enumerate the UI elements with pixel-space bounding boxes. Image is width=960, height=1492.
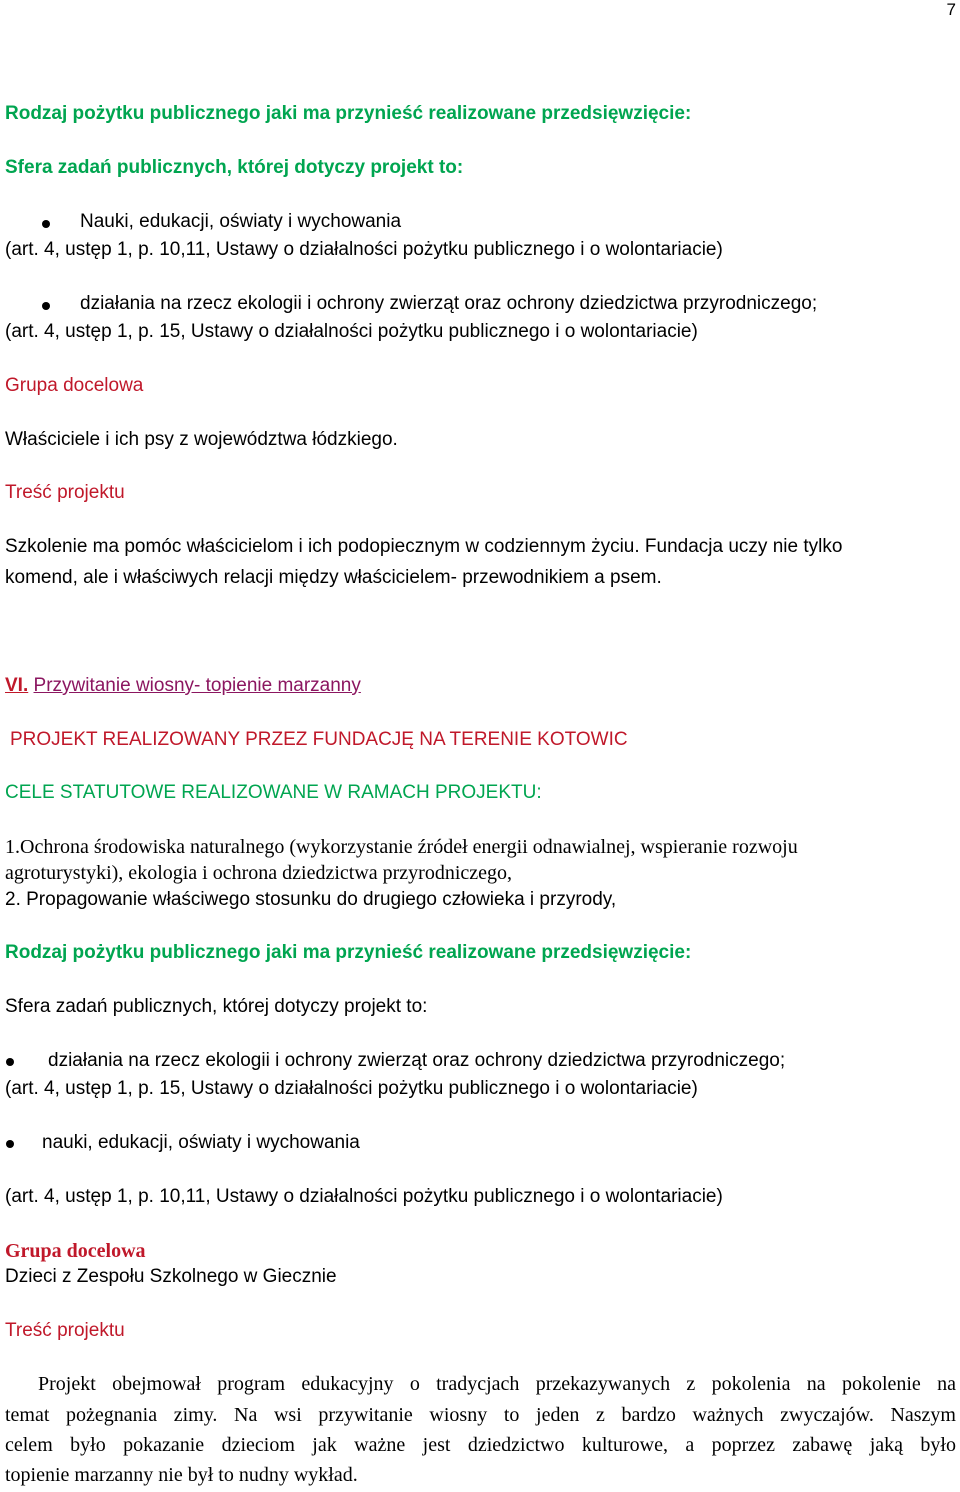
goal-item: agroturystyki), ekologia i ochrona dziedzictwa przyrodniczego, <box>5 862 513 884</box>
bullet-dot <box>6 1140 14 1148</box>
bullet-reference: (art. 4, ustęp 1, p. 10,11, Ustawy o działalności pożytku publicznego i o wolontariacie) <box>5 239 723 260</box>
bullet-item: działania na rzecz ekologii i ochrony zwierząt oraz ochrony dziedzictwa przyrodniczego; <box>48 1050 786 1071</box>
bullet-reference: (art. 4, ustęp 1, p. 15, Ustawy o działalności pożytku publicznego i o wolontariacie) <box>5 1078 698 1099</box>
target-group-heading: Grupa docelowa <box>5 1240 146 1262</box>
goal-item: 1.Ochrona środowiska naturalnego (wykorzystanie źródeł energii odnawialnej, wspieranie rozwoju <box>5 836 798 858</box>
project-content-text: Szkolenie ma pomóc właścicielom i ich podopiecznym w codziennym życiu. Fundacja uczy nie tylko <box>5 536 843 557</box>
page-number: 7 <box>946 0 956 19</box>
section-title <box>5 676 361 697</box>
bullet-item: działania na rzecz ekologii i ochrony zwierząt oraz ochrony dziedzictwa przyrodniczego; <box>80 293 818 314</box>
bullet-reference: (art. 4, ustęp 1, p. 10,11, Ustawy o działalności pożytku publicznego i o wolontariacie) <box>5 1186 723 1207</box>
bullet-reference: (art. 4, ustęp 1, p. 15, Ustawy o działalności pożytku publicznego i o wolontariacie) <box>5 321 698 342</box>
target-group-text: Właściciele i ich psy z województwa łódzkiego. <box>5 429 398 450</box>
project-by-heading: PROJEKT REALIZOWANY PRZEZ FUNDACJĘ NA TERENIE KOTOWIC <box>10 729 628 750</box>
section-title-text: Przywitanie wiosny- topienie marzanny <box>33 675 361 696</box>
bullet-item: nauki, edukacji, oświaty i wychowania <box>42 1132 360 1153</box>
benefit-heading: Rodzaj pożytku publicznego jaki ma przynieść realizowane przedsięwzięcie: <box>5 103 692 124</box>
project-content-paragraph: temat pożegnania zimy. Na wsi przywitanie wiosny to jeden z bardzo ważnych zwyczajów. Naszym <box>5 1404 956 1426</box>
bullet-dot <box>42 220 50 228</box>
project-content-heading: Treść projektu <box>5 482 125 503</box>
goal-item: 2. Propagowanie właściwego stosunku do drugiego człowieka i przyrody, <box>5 889 617 910</box>
sphere-heading: Sfera zadań publicznych, której dotyczy projekt to: <box>5 996 428 1017</box>
bullet-dot <box>42 302 50 310</box>
project-content-paragraph: topienie marzanny nie był to nudny wykład. <box>5 1464 358 1486</box>
bullet-dot <box>6 1058 14 1066</box>
section-number: VI. <box>5 675 29 696</box>
project-content-paragraph: celem było pokazanie dzieciom jak ważne jest dziedzictwo kulturowe, a poprzez zabawę jaką było <box>5 1434 956 1456</box>
target-group-text: Dzieci z Zespołu Szkolnego w Giecznie <box>5 1266 337 1287</box>
sphere-heading: Sfera zadań publicznych, której dotyczy projekt to: <box>5 157 464 178</box>
bullet-item: Nauki, edukacji, oświaty i wychowania <box>80 211 402 232</box>
project-content-heading: Treść projektu <box>5 1320 125 1341</box>
statutory-goals-heading: CELE STATUTOWE REALIZOWANE W RAMACH PROJEKTU: <box>5 782 542 803</box>
benefit-heading: Rodzaj pożytku publicznego jaki ma przynieść realizowane przedsięwzięcie: <box>5 942 692 963</box>
project-content-paragraph: Projekt obejmował program edukacyjny o tradycjach przekazywanych z pokolenia na pokolenie na <box>38 1373 956 1395</box>
target-group-heading: Grupa docelowa <box>5 375 144 396</box>
project-content-text: komend, ale i właściwych relacji między właścicielem- przewodnikiem a psem. <box>5 567 662 588</box>
